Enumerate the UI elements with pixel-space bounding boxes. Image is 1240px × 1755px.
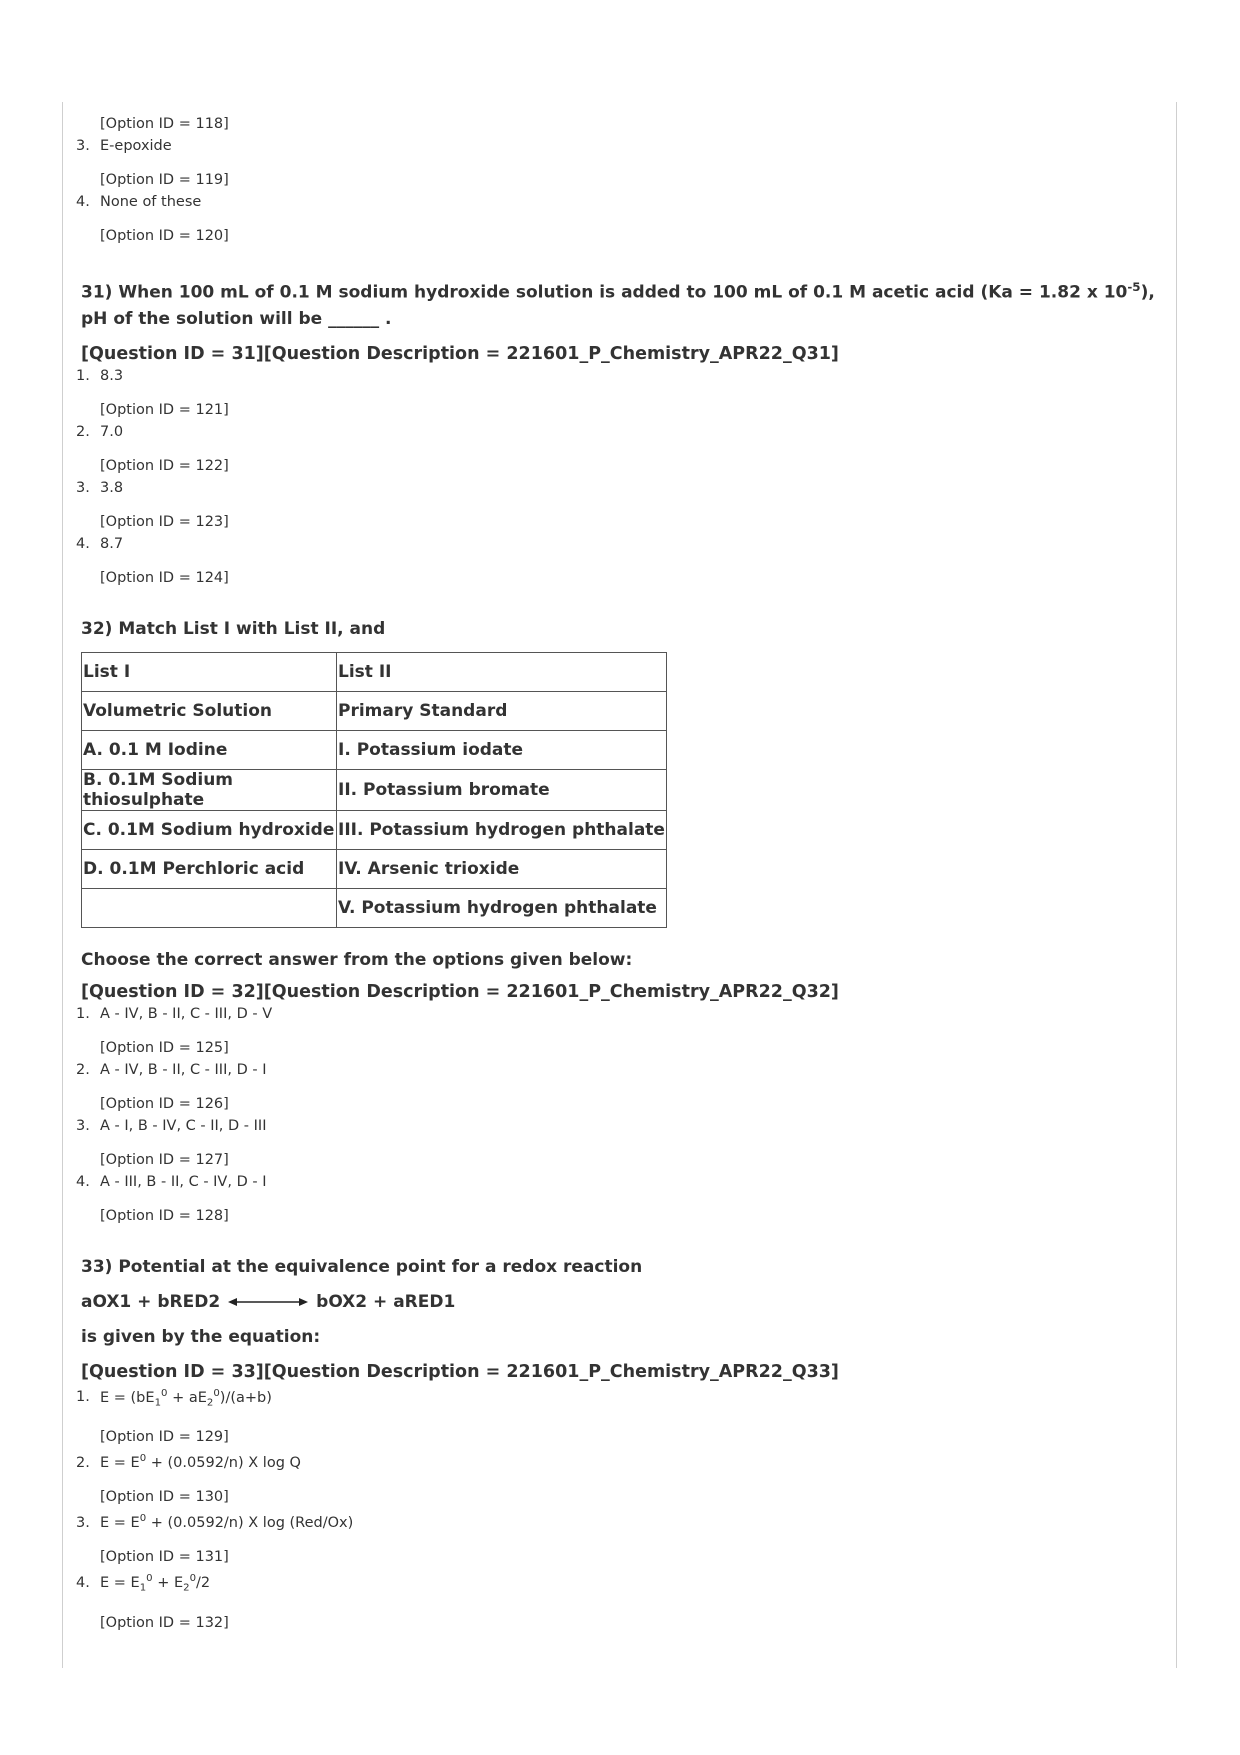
q31-option-3-id: [Option ID = 123] (100, 513, 229, 530)
option-text: 8.3 (100, 367, 124, 384)
q32-option-1-id: [Option ID = 125] (100, 1039, 229, 1056)
formula-text: + aE (167, 1389, 207, 1406)
question-31-meta: [Question ID = 31][Question Description = 221601_P_Chemistry_APR22_Q31] (81, 343, 839, 364)
question-paper (76, 114, 1166, 1635)
double-arrow-icon (228, 1295, 308, 1309)
q33-option-2 (76, 1449, 1166, 1473)
q33-option-1-id: [Option ID = 129] (100, 1429, 229, 1446)
table-row (82, 730, 667, 769)
table-cell: C. 0.1M Sodium hydroxide (82, 810, 337, 849)
q32-option-3 (76, 1116, 1166, 1136)
q32-option-4 (76, 1172, 1166, 1192)
q30-option-4 (76, 192, 1166, 212)
question-31-exponent: -5 (1127, 280, 1141, 294)
formula-text: + (0.0592/n) X log (Red/Ox) (146, 1515, 354, 1532)
question-31-text-part-a: 31) When 100 mL of 0.1 M sodium hydroxide solution is added to 100 mL of 0.1 M acetic acid (Ka = 1.82 x 10 (81, 282, 1128, 303)
option-text: 3.8 (100, 479, 124, 496)
option-number: 1. (76, 1389, 90, 1406)
formula-subscript: 2 (206, 1397, 214, 1409)
table-row (82, 888, 667, 927)
option-number: 4. (76, 1173, 90, 1190)
table-row (82, 769, 667, 810)
option-number: 4. (76, 535, 90, 552)
question-33-options (76, 1384, 1166, 1633)
table-cell: I. Potassium iodate (337, 730, 667, 769)
formula-text: )/(a+b) (219, 1389, 272, 1406)
right-margin-rule (1176, 102, 1177, 1668)
option-number: 1. (76, 1005, 90, 1022)
table-cell (82, 888, 337, 927)
q33-option-1 (76, 1384, 1166, 1414)
table-cell: V. Potassium hydrogen phthalate (337, 888, 667, 927)
table-cell: III. Potassium hydrogen phthalate (337, 810, 667, 849)
table-row (82, 652, 667, 691)
q33-option-2-id: [Option ID = 130] (100, 1489, 229, 1506)
equation-left: aOX1 + bRED2 (81, 1291, 221, 1312)
question-31-text (81, 274, 1166, 332)
option-number: 2. (76, 423, 90, 440)
option-number: 4. (76, 1574, 90, 1591)
left-margin-rule (62, 102, 63, 1668)
option-text: 8.7 (100, 535, 124, 552)
formula-text: /2 (196, 1574, 211, 1591)
formula-superscript: 0 (139, 1453, 147, 1465)
formula-text: + E (152, 1574, 184, 1591)
question-31-text-part-b: ), pH of the solution will be ______ . (81, 282, 1155, 329)
table-cell: IV. Arsenic trioxide (337, 849, 667, 888)
question-32-text: 32) Match List I with List II, and (81, 618, 386, 639)
q31-option-1-id: [Option ID = 121] (100, 401, 229, 418)
formula-subscript: 1 (154, 1397, 162, 1409)
q33-option-4 (76, 1569, 1166, 1599)
question-33-text-2: is given by the equation: (81, 1326, 321, 1347)
formula-superscript: 0 (146, 1573, 153, 1585)
option-text: None of these (100, 194, 202, 210)
q30-option-3 (76, 136, 1166, 156)
table-cell: Primary Standard (337, 691, 667, 730)
q33-option-3-id: [Option ID = 131] (100, 1549, 229, 1566)
q31-option-3 (76, 478, 1166, 498)
option-text: A - IV, B - II, C - III, D - V (100, 1005, 273, 1022)
question-31-options (76, 366, 1166, 588)
redox-equation (81, 1292, 1166, 1312)
q30-option-2-id: [Option ID = 118] (100, 116, 229, 132)
table-cell: II. Potassium bromate (337, 769, 667, 810)
option-text: A - IV, B - II, C - III, D - I (100, 1061, 267, 1078)
option-text: A - I, B - IV, C - II, D - III (100, 1117, 267, 1134)
q31-option-4 (76, 534, 1166, 554)
option-text: 7.0 (100, 423, 124, 440)
q32-option-3-id: [Option ID = 127] (100, 1151, 229, 1168)
table-row (82, 849, 667, 888)
formula-superscript: 0 (213, 1387, 220, 1399)
table-cell: D. 0.1M Perchloric acid (82, 849, 337, 888)
option-text: A - III, B - II, C - IV, D - I (100, 1173, 267, 1190)
option-number: 1. (76, 367, 90, 384)
option-number: 3. (76, 1117, 90, 1134)
q31-option-1 (76, 366, 1166, 386)
formula-text: E = (bE (100, 1389, 155, 1406)
q32-option-2-id: [Option ID = 126] (100, 1095, 229, 1112)
formula-subscript: 2 (183, 1582, 190, 1594)
table-row (82, 691, 667, 730)
formula-text: E = E (100, 1515, 140, 1532)
q32-option-2 (76, 1060, 1166, 1080)
table-cell: A. 0.1 M Iodine (82, 730, 337, 769)
q30-option-3-id: [Option ID = 119] (100, 172, 229, 188)
q33-option-4-id: [Option ID = 132] (100, 1614, 229, 1631)
option-number: 3. (76, 138, 90, 154)
formula-subscript: 1 (139, 1582, 147, 1594)
option-number: 3. (76, 1515, 90, 1532)
question-33-text: 33) Potential at the equivalence point for a redox reaction (81, 1256, 643, 1277)
table-cell: List II (337, 652, 667, 691)
q33-option-3 (76, 1509, 1166, 1533)
q31-option-2 (76, 422, 1166, 442)
option-number: 3. (76, 479, 90, 496)
formula-superscript: 0 (161, 1387, 168, 1399)
table-cell: List I (82, 652, 337, 691)
formula-text: E = E (100, 1574, 140, 1591)
formula-text: E = E (100, 1455, 140, 1472)
option-number: 2. (76, 1455, 90, 1472)
q32-option-4-id: [Option ID = 128] (100, 1207, 229, 1224)
option-number: 2. (76, 1061, 90, 1078)
q31-option-4-id: [Option ID = 124] (100, 569, 229, 586)
question-33-meta: [Question ID = 33][Question Description = 221601_P_Chemistry_APR22_Q33] (81, 1361, 839, 1382)
question-32-instruction: Choose the correct answer from the options given below: (81, 949, 633, 970)
question-32-options (76, 1004, 1166, 1226)
option-text: E-epoxide (100, 138, 172, 154)
formula-superscript: 0 (139, 1513, 147, 1525)
equation-right: bOX2 + aRED1 (316, 1291, 456, 1312)
table-cell: Volumetric Solution (82, 691, 337, 730)
table-cell: B. 0.1M Sodium thiosulphate (82, 769, 337, 810)
q32-option-1 (76, 1004, 1166, 1024)
formula-text: + (0.0592/n) X log Q (146, 1455, 301, 1472)
q30-option-4-id: [Option ID = 120] (100, 228, 229, 244)
q31-option-2-id: [Option ID = 122] (100, 457, 229, 474)
table-row (82, 810, 667, 849)
formula-superscript: 0 (189, 1573, 197, 1585)
option-number: 4. (76, 194, 90, 210)
match-table (81, 652, 667, 928)
question-32-meta: [Question ID = 32][Question Description = 221601_P_Chemistry_APR22_Q32] (81, 981, 839, 1002)
